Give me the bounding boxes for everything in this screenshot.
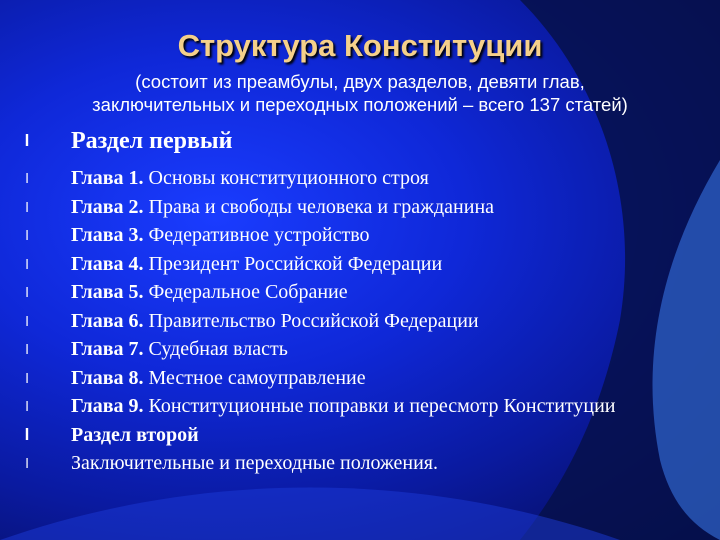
- item-text: Конституционные поправки и пересмотр Конституции: [143, 395, 616, 417]
- section-item: [20, 124, 660, 158]
- item-text: Судебная власть: [143, 338, 288, 360]
- item-heading: Глава 9.: [71, 395, 144, 417]
- bullet-icon: l: [25, 227, 29, 243]
- item-text: Заключительные и переходные положения.: [71, 452, 438, 474]
- item-text: Президент Российской Федерации: [143, 252, 443, 275]
- chapter-item: [20, 164, 660, 193]
- item-heading: Глава 3.: [71, 224, 144, 246]
- item-text: Местное самоуправление: [143, 366, 366, 389]
- item-heading: Глава 1.: [71, 167, 144, 189]
- slide-subtitle: [40, 70, 680, 116]
- bullet-icon: l: [24, 131, 30, 150]
- bullet-icon: l: [25, 284, 29, 300]
- item-text: Федеральное Собрание: [143, 281, 348, 303]
- chapter-item: [20, 307, 660, 336]
- item-heading: Раздел второй: [71, 423, 199, 446]
- bullet-icon: l: [25, 455, 29, 471]
- item-heading: Глава 5.: [71, 281, 144, 303]
- item-heading: Глава 2.: [71, 195, 144, 218]
- chapter-item: [20, 278, 660, 307]
- chapter-item: [20, 392, 660, 421]
- item-text: Федеративное устройство: [143, 224, 370, 246]
- bullet-icon: l: [25, 312, 29, 329]
- bullet-icon: l: [24, 424, 30, 444]
- section-item: [20, 421, 660, 450]
- chapter-item: [20, 193, 660, 222]
- bullet-icon: l: [25, 255, 29, 272]
- bullet-icon: l: [25, 341, 29, 357]
- background-wave-arc: [0, 488, 620, 540]
- structure-list: [20, 124, 660, 478]
- item-text: Правительство Российской Федерации: [143, 309, 479, 332]
- item-heading: Глава 4.: [71, 252, 144, 275]
- item-text: Права и свободы человека и гражданина: [143, 195, 495, 218]
- item-heading: Глава 7.: [71, 338, 144, 360]
- slide-title: Структура Конституции: [177, 28, 543, 63]
- bullet-icon: l: [25, 198, 29, 215]
- item-heading: Глава 6.: [71, 309, 144, 332]
- chapter-item: [20, 364, 660, 393]
- subtitle-line: (состоит из преамбулы, двух разделов, девяти глав,: [135, 71, 585, 92]
- chapter-item: [20, 221, 660, 250]
- chapter-item: [20, 449, 660, 478]
- chapter-item: [20, 250, 660, 279]
- bullet-icon: l: [25, 170, 29, 186]
- item-heading: Раздел первый: [71, 128, 233, 154]
- item-text: Основы конституционного строя: [143, 167, 429, 189]
- chapter-item: [20, 335, 660, 364]
- item-heading: Глава 8.: [71, 366, 144, 389]
- subtitle-line: заключительных и переходных положений – всего 137 статей): [92, 94, 628, 115]
- bullet-icon: l: [25, 369, 29, 386]
- bullet-icon: l: [25, 398, 29, 414]
